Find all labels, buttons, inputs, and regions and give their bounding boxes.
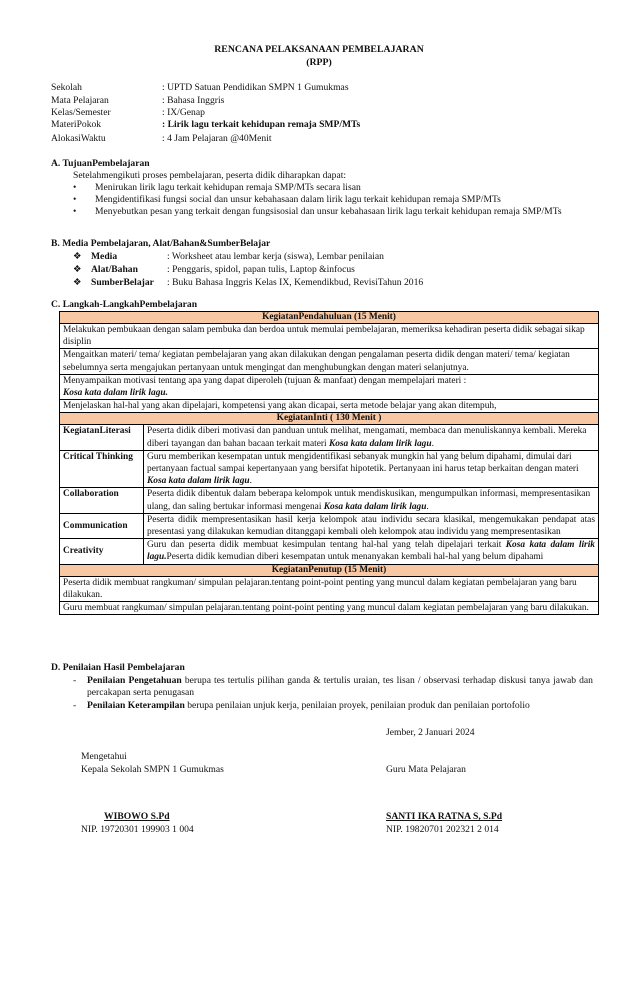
bullet-icon: •: [73, 182, 77, 193]
identity-row-materi: [51, 119, 611, 132]
document-title: RENCANA PELAKSANAAN PEMBELAJARAN: [214, 44, 424, 55]
left-line1: Mengetahui: [81, 751, 127, 762]
inti-text: Peserta didik diberi motivasi dan panduan untuk melihat, mengamati, membaca dan menuliskannya kembali. Mereka diberi tayangan dan bahan bacaan terkait materi Kosa kata dalam lirik lagu.: [144, 425, 599, 450]
inti-label: Creativity: [60, 539, 144, 564]
diamond-bullet-icon: ❖: [73, 264, 82, 275]
diamond-bullet-icon: ❖: [73, 251, 82, 262]
pendahuluan-row: Menyampaikan motivasi tentang apa yang dapat diperoleh (tujuan & manfaat) dengan mempelajari materi : Kosa kata dalam lirik lagu.: [60, 374, 599, 399]
diamond-bullet-icon: ❖: [73, 277, 82, 288]
identity-key: AlokasiWaktu: [51, 133, 106, 144]
identity-value: : Bahasa Inggris: [162, 95, 225, 106]
dash-bullet-icon: -: [73, 700, 77, 711]
penutup-row: Peserta didik membuat rangkuman/ simpulan pelajaran.tentang point-point penting yang muncul dalam kegiatan pembelajaran yang baru dilakukan.: [60, 576, 599, 601]
inti-header: KegiatanInti ( 130 Menit ): [60, 413, 599, 425]
section-c-heading: C. Langkah-LangkahPembelajaran: [51, 299, 198, 310]
document-subtitle: (RPP): [306, 57, 332, 68]
pendahuluan-row: Mengaitkan materi/ tema/ kegiatan pembelajaran yang akan dilakukan dengan pengalaman peserta didik dengan materi/ tema/ kegiatan sebelumnya serta mengajukan pertanyaan untuk mengingat dan menghubungkan dengan materi selanjutnya.: [60, 349, 599, 374]
penutup-header: KegiatanPenutup (15 Menit): [60, 564, 599, 576]
penutup-row: Guru membuat rangkuman/ simpulan pelajaran.tentang point-point penting yang muncul dalam kegiatan pembelajaran yang baru dilakukan.: [60, 602, 599, 615]
section-a-item: • Mengidentifikasi fungsi social dan unsur kebahasaan dalam lirik lagu terkait kehidupan remaja SMP/MTs: [73, 194, 501, 205]
section-d-item: - Penilaian Pengetahuan berupa tes tertulis pilihan ganda & tertulis uraian, tes lisan / observasi terhadap diskusi tanya jawab dan percakapan serta penugasan: [73, 675, 593, 698]
pendahuluan-header: KegiatanPendahuluan (15 Menit): [60, 312, 599, 324]
right-signer-name: SANTI IKA RATNA S, S.Pd: [386, 811, 503, 822]
inti-text: Peserta didik mempresentasikan hasil kerja kelompok atau individu secara klasikal, mengemukakan pendapat atas presentasi yang dilakukan kemudian ditanggapi kembali oleh kelompok atau individu yang mempresentasikan: [144, 513, 599, 538]
left-signer-nip: NIP. 19720301 199903 1 004: [81, 824, 194, 835]
bullet-icon: •: [73, 206, 77, 217]
identity-value: : 4 Jam Pelajaran @40Menit: [162, 133, 272, 144]
right-signer-nip: NIP. 19820701 202321 2 014: [386, 824, 499, 835]
right-position: Guru Mata Pelajaran: [386, 764, 466, 775]
section-a-item: • Menirukan lirik lagu terkait kehidupan remaja SMP/MTs secara lisan: [73, 182, 361, 193]
section-a-intro: Setelahmengikuti proses pembelajaran, peserta didik diharapkan dapat:: [73, 170, 347, 181]
inti-text: Guru dan peserta didik membuat kesimpulan tentang hal-hal yang telah dipelajari terkait Kosa kata dalam lirik lagu.Peserta didik kemudian diberi kesempatan untuk menanyakan kembali hal-hal yang belum dipahami: [144, 539, 599, 564]
identity-value: : Lirik lagu terkait kehidupan remaja SMP/MTs: [162, 119, 361, 130]
inti-label: Communication: [60, 513, 144, 538]
inti-text: Peserta didik dibentuk dalam beberapa kelompok untuk mendiskusikan, mengumpulkan informasi, mempresentasikan ulang, dan saling bertukar informasi mengenai Kosa kata dalam lirik lagu.: [144, 488, 599, 513]
pendahuluan-row: Melakukan pembukaan dengan salam pembuka dan berdoa untuk memulai pembelajaran, memeriksa kehadiran peserta didik sebagai sikap disiplin: [60, 324, 599, 349]
section-a-heading: A. TujuanPembelajaran: [51, 158, 150, 169]
inti-text: Guru memberikan kesempatan untuk mengidentifikasi sebanyak mungkin hal yang belum dipahami, dimulai dari pertanyaan factual sampai kepertanyaan yang bersifat hipotetik. Pertanyaan ini harus tetap berkaitan dengan materi Kosa kata dalam lirik lagu.: [144, 450, 599, 488]
section-b-item-media: ❖ Media : Worksheet atau lembar kerja (siswa), Lembar penilaian: [73, 251, 384, 262]
inti-label: Collaboration: [60, 488, 144, 513]
place-date: Jember, 2 Januari 2024: [386, 727, 475, 738]
section-b-heading: B. Media Pembelajaran, Alat/Bahan&SumberBelajar: [51, 238, 271, 249]
section-b-item-sumber: ❖ SumberBelajar : Buku Bahasa Inggris Kelas IX, Kemendikbud, RevisiTahun 2016: [73, 277, 424, 288]
section-d-heading: D. Penilaian Hasil Pembelajaran: [51, 662, 185, 673]
pendahuluan-topic: Kosa kata dalam lirik lagu.: [63, 388, 168, 399]
pendahuluan-row: Menjelaskan hal-hal yang akan dipelajari, kompetensi yang akan dicapai, serta metode belajar yang akan ditempuh,: [60, 400, 599, 413]
activity-table: [59, 311, 599, 615]
identity-value: : UPTD Satuan Pendidikan SMPN 1 Gumukmas: [162, 82, 349, 93]
inti-label: Critical Thinking: [60, 450, 144, 488]
identity-key: Sekolah: [51, 82, 82, 93]
section-a-item: • Menyebutkan pesan yang terkait dengan fungsisosial dan unsur kebahasaan lirik lagu terkait kehidupan remaja SMP/MTs: [73, 206, 562, 217]
dash-bullet-icon: -: [73, 675, 77, 686]
section-b-item-alat: ❖ Alat/Bahan : Penggaris, spidol, papan tulis, Laptop &infocus: [73, 264, 355, 275]
bullet-icon: •: [73, 194, 77, 205]
identity-value: : IX/Genap: [162, 107, 205, 118]
section-d-item: - Penilaian Keterampilan berupa penilaian unjuk kerja, penilaian proyek, penilaian produk dan penilaian portofolio: [73, 700, 530, 711]
identity-key: Kelas/Semester: [51, 107, 111, 118]
left-signer-name: WIBOWO S.Pd: [104, 811, 170, 822]
identity-row-sekolah: [51, 82, 611, 95]
inti-label: KegiatanLiterasi: [60, 425, 144, 450]
identity-row-alokasi: [51, 133, 611, 146]
identity-key: MateriPokok: [51, 119, 102, 130]
left-position: Kepala Sekolah SMPN 1 Gumukmas: [81, 764, 224, 775]
identity-key: Mata Pelajaran: [51, 95, 109, 106]
